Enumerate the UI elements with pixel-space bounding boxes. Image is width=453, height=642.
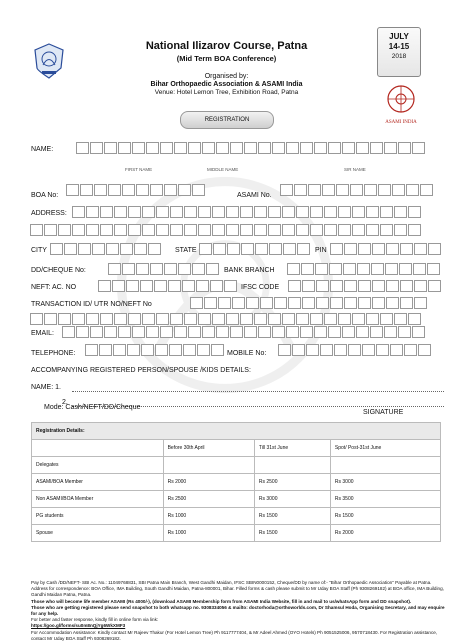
date-month: JULY <box>389 32 409 41</box>
course-subtitle: (Mid Term BOA Conference) <box>176 54 277 63</box>
registration-button[interactable]: REGISTRATION <box>180 111 274 129</box>
telephone-input-boxes[interactable] <box>85 344 225 356</box>
state-input-boxes[interactable] <box>199 243 311 255</box>
name-input-boxes[interactable] <box>76 142 426 154</box>
snapshot-note: Those who are getting registered please send snapshot to both whatsapp no. 9308334056 & mailto: doctorhoda@orthoworlds.com, Dr Shamsul Hoda, Organising Secretary, and may enquire for any help. <box>31 604 445 617</box>
boa-no-label: BOA No: <box>31 192 59 199</box>
address-input-boxes-2[interactable] <box>30 224 422 236</box>
table-cell: Delegates <box>32 457 164 474</box>
event-date-badge <box>377 27 421 77</box>
table-cell: Spouse <box>32 525 164 542</box>
accompanying-name2-label: 2. <box>62 399 68 406</box>
membership-note: Those who will become life member ASAMI (Rs 4000/-), (download ASAMI Membership form from ASAMI India Website, fill in and mail to us/whatsApp form and DD snapshot). <box>31 598 412 604</box>
state-label: STATE <box>175 247 197 254</box>
ifsc-code-input-boxes[interactable] <box>288 280 442 292</box>
table-cell: Rs 3000 <box>330 474 440 491</box>
table-cell: Rs 1500 <box>254 508 330 525</box>
accompanying-name1-line[interactable] <box>72 391 444 392</box>
table-cell: Rs 2500 <box>163 491 254 508</box>
column-header: Spot/ Post-31st June <box>330 440 440 457</box>
boa-no-input-boxes[interactable] <box>66 184 206 196</box>
middle-name-caption: MIDDLE NAME <box>207 167 239 172</box>
city-input-boxes[interactable] <box>50 243 162 255</box>
bank-branch-label: BANK BRANCH <box>224 267 275 274</box>
transaction-id-input-boxes-2[interactable] <box>30 313 422 325</box>
address-label: ADDRESS: <box>31 210 67 217</box>
table-row <box>32 474 441 491</box>
table-cell: Rs 3500 <box>330 491 440 508</box>
transaction-id-label: TRANSACTION ID/ UTR NO/NEFT No <box>31 301 152 308</box>
mobile-label: MOBILE No: <box>227 350 267 357</box>
date-year: 2018 <box>391 53 407 60</box>
ifsc-code-label: IFSC CODE <box>241 284 280 291</box>
course-title: National Ilizarov Course, Patna <box>145 40 308 52</box>
column-header <box>32 440 164 457</box>
organisers: Bihar Orthopaedic Association & ASAMI India <box>150 81 303 88</box>
email-label: EMAIL: <box>31 330 54 337</box>
email-input-boxes[interactable] <box>62 326 426 338</box>
signature-label: SIGNATURE <box>363 409 404 416</box>
footer-notes <box>31 580 445 642</box>
telephone-label: TELEPHONE: <box>31 350 76 357</box>
name-label: NAME: <box>31 146 54 153</box>
table-cell: Rs 2000 <box>163 474 254 491</box>
bank-branch-input-boxes[interactable] <box>287 263 441 275</box>
registration-fees-table <box>31 422 441 542</box>
table-cell: Rs 2000 <box>330 525 440 542</box>
transaction-id-input-boxes[interactable] <box>190 297 428 309</box>
pin-label: PIN <box>315 247 327 254</box>
first-name-caption: FIRST NAME <box>125 167 153 172</box>
asami-logo-text: ASAMI INDIA <box>385 120 417 125</box>
city-label: CITY <box>31 247 47 254</box>
asami-no-label: ASAMI No. <box>237 192 272 199</box>
accompanying-name1-label: NAME: 1. <box>31 384 61 391</box>
table-cell: Non ASAMI/BOA Member <box>32 491 164 508</box>
table-cell: PG students <box>32 508 164 525</box>
address-input-boxes-1[interactable] <box>72 206 422 218</box>
table-row <box>32 491 441 508</box>
table-cell: Rs 1500 <box>254 525 330 542</box>
table-cell <box>163 457 254 474</box>
payment-instructions: Pay by Cash /DD/NEFT- SBI Ac. No.: 11049768831, SBI Patna Main Branch, West Gandhi Maidan, IFSC SBIN0000152, Cheque/DD by name of:- "Bihar Orthopaedic Association" Payable at Patna. <box>31 580 432 585</box>
table-cell: Rs 2500 <box>254 474 330 491</box>
accommodation-note: For Accommodation Assistance: Kindly contact Mr Rajeev Thakur (For Hotel Lemon Tree) Ph 9117777404, & Mr Adeel Ahmed (OYO Hotels) Ph 9051525006, 9570718430. For Registration assistance, contact Mr Uday BOA Staff Ph 9308269182. <box>31 629 438 641</box>
table-row <box>32 525 441 542</box>
table-row <box>32 457 441 474</box>
table-cell: Rs 1000 <box>163 525 254 542</box>
table-cell: Rs 1500 <box>330 508 440 525</box>
pin-input-boxes[interactable] <box>330 243 442 255</box>
date-days: 14-15 <box>388 42 410 51</box>
dd-cheque-label: DD/CHEQUE No: <box>31 267 86 274</box>
column-header: Before 30th April <box>163 440 254 457</box>
organised-by-label: Organised by: <box>204 73 249 80</box>
online-form-link[interactable]: https://goo.gl/forms/su0m8nQjYg6WkXMF3 <box>31 623 126 629</box>
table-cell: Rs 3000 <box>254 491 330 508</box>
correspondence-address: Address for correspondence: BOA Office, IMA Building, South Gandhi Maidan, Patna-800001, Bihar. Filled forms & cash please submit to Mr Uday BOA Staff (Ph 9308269182) at BOA office, IMA Building, Gandhi Maidan Patna, Patna. <box>31 586 444 598</box>
payment-mode-label: Mode: Cash/NEFT/DD/Cheque <box>44 404 141 411</box>
table-cell: ASAMI/BOA Member <box>32 474 164 491</box>
sir-name-caption: SIR NAME <box>344 167 366 172</box>
dd-cheque-input-boxes[interactable] <box>108 263 220 275</box>
column-header: Till 31st June <box>254 440 330 457</box>
table-cell <box>254 457 330 474</box>
mobile-input-boxes[interactable] <box>278 344 432 356</box>
table-cell: Rs 1000 <box>163 508 254 525</box>
table-title: Registration Details: <box>32 423 441 440</box>
online-form-note: For better and faster response, kindly fill in online form via link: <box>31 617 159 623</box>
venue: Venue: Hotel Lemon Tree, Exhibition Road, Patna <box>154 89 299 96</box>
asami-india-logo-icon <box>381 83 421 127</box>
table-row <box>32 508 441 525</box>
neft-ac-no-input-boxes[interactable] <box>98 280 238 292</box>
asami-no-input-boxes[interactable] <box>280 184 434 196</box>
neft-ac-no-label: NEFT: AC. NO <box>31 284 77 291</box>
table-title-row <box>32 423 441 440</box>
table-cell <box>330 457 440 474</box>
accompanying-label: ACCOMPANYING REGISTERED PERSON/SPOUSE /KIDS DETAILS: <box>31 367 251 374</box>
table-header-row <box>32 440 441 457</box>
